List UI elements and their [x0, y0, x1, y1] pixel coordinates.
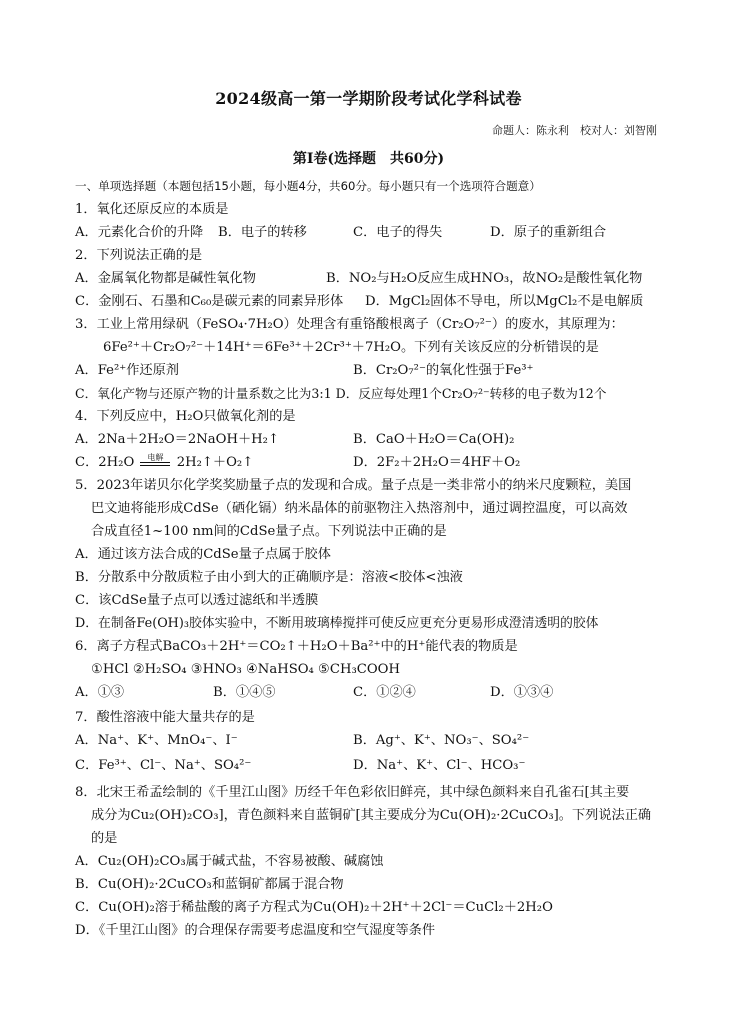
q3-option-cd: C．氧化产物与还原产物的计量系数之比为3:1 D．反应每处理1个Cr₂O₇²⁻转移的电子数为12个 [75, 386, 607, 401]
q2-option-b: B．NO₂与H₂O反应生成HNO₃，故NO₂是酸性氧化物 [326, 271, 643, 286]
q4-option-d: D．2F₂＋2H₂O＝4HF＋O₂ [353, 455, 521, 470]
q8-stem-line2: 成分为Cu₂(OH)₂CO₃]，青色颜料来自蓝铜矿[其主要成分为Cu(OH)₂·2CuCO₃]。下列说法正确 [91, 808, 652, 823]
q3-equation: 6Fe²⁺＋Cr₂O₇²⁻＋14H⁺＝6Fe³⁺＋2Cr³⁺＋7H₂O。下列有关该反应的分析错误的是 [103, 340, 599, 355]
q6-item-2: H₂SO₄ [144, 662, 187, 677]
electrolysis-arrow-icon [138, 454, 172, 466]
part-title [0, 148, 737, 168]
q6-item-5-number: ⑤ [318, 662, 330, 677]
q4-option-a: A．2Na＋2H₂O＝2NaOH＋H₂↑ [75, 432, 279, 447]
q4-c-right: 2H₂↑＋O₂↑ [176, 455, 254, 470]
q6-option-a: A．①③ [75, 685, 125, 700]
q4-stem: 4．下列反应中，H₂O只做氧化剂的是 [75, 409, 296, 424]
q5-stem-line2: 巴文迪将能形成CdSe（硒化镉）纳米晶体的前驱物注入热溶剂中，通过调控温度，可以高效 [91, 501, 628, 516]
q6-item-1: HCl [102, 662, 129, 677]
q6-item-2-number: ② [132, 662, 145, 677]
q2-option-a: A．金属氧化物都是碱性氧化物 [75, 271, 256, 286]
q4-c-condition: 电解 [147, 453, 164, 462]
q7-option-b: B．Ag⁺、K⁺、NO₃⁻、SO₄²⁻ [353, 733, 530, 748]
q6-item-3: HNO₃ [202, 662, 242, 677]
q6-option-c: C．①②④ [353, 685, 416, 700]
q8-option-a: A．Cu₂(OH)₂CO₃属于碱式盐，不容易被酸、碱腐蚀 [75, 854, 384, 869]
q7-option-d: D．Na⁺、K⁺、Cl⁻、HCO₃⁻ [353, 758, 526, 773]
q1-option-b: B．电子的转移 [218, 225, 307, 240]
q5-option-b: B．分散系中分散质粒子由小到大的正确顺序是：溶液<胶体<浊液 [75, 570, 463, 585]
q7-option-a: A．Na⁺、K⁺、MnO₄⁻、I⁻ [75, 733, 238, 748]
q1-option-c: C．电子的得失 [353, 225, 443, 240]
q5-option-c: C．该CdSe量子点可以透过滤纸和半透膜 [75, 593, 319, 608]
q6-stem: 6．离子方程式BaCO₃＋2H⁺＝CO₂↑＋H₂O＋Ba²⁺中的H⁺能代表的物质是 [75, 639, 518, 654]
q8-option-b: B．Cu(OH)₂·2CuCO₃和蓝铜矿都属于混合物 [75, 877, 344, 892]
q8-stem-line3: 的是 [91, 831, 118, 846]
q2-option-d: D．MgCl₂固体不导电，所以MgCl₂不是电解质 [365, 294, 644, 309]
q3-option-b: B．Cr₂O₇²⁻的氧化性强于Fe³⁺ [353, 363, 534, 378]
q6-items [91, 660, 400, 680]
q6-item-4-number: ④ [245, 662, 258, 677]
q1-stem: 1．氧化还原反应的本质是 [75, 202, 229, 217]
q3-option-a: A．Fe²⁺作还原剂 [75, 363, 179, 378]
q5-option-a: A．通过该方法合成的CdSe量子点属于胶体 [75, 547, 331, 562]
q6-item-3-number: ③ [190, 662, 203, 677]
q8-option-d: D．《千里江山图》的合理保存需要考虑温度和空气湿度等条件 [75, 923, 436, 938]
q5-option-d: D．在制备Fe(OH)₃胶体实验中，不断用玻璃棒搅拌可使反应更充分更易形成澄清透明的胶体 [75, 616, 599, 631]
q6-item-1-number: ① [91, 662, 103, 677]
q4-option-b: B．CaO＋H₂O＝Ca(OH)₂ [353, 432, 515, 447]
q1-option-d: D．原子的重新组合 [490, 225, 607, 240]
q4-c-left: C．2H₂O [75, 455, 135, 470]
q6-item-5: CH₃COOH [329, 662, 400, 677]
q6-item-4: NaHSO₄ [257, 662, 314, 677]
q4-option-c [75, 453, 253, 473]
q7-stem: 7．酸性溶液中能大量共存的是 [75, 710, 255, 725]
q6-option-b: B．①④⑤ [213, 685, 276, 700]
q1-option-a: A．元素化合价的升降 [75, 225, 204, 240]
q2-stem: 2．下列说法正确的是 [75, 248, 203, 263]
q8-stem-line1: 8．北宋王希孟绘制的《千里江山图》历经千年色彩依旧鲜亮，其中绿色颜料来自孔雀石[其主要 [75, 785, 630, 800]
q5-stem-line1: 5．2023年诺贝尔化学奖奖励量子点的发现和合成。量子点是一类非常小的纳米尺度颗粒，美国 [75, 478, 632, 493]
q3-stem: 3．工业上常用绿矾（FeSO₄·7H₂O）处理含有重铬酸根离子（Cr₂O₇²⁻）的废水，其原理为： [75, 317, 624, 332]
q2-option-c: C．金刚石、石墨和C₆₀是碳元素的同素异形体 [75, 294, 344, 309]
q8-option-c: C．Cu(OH)₂溶于稀盐酸的离子方程式为Cu(OH)₂＋2H⁺＋2Cl⁻＝CuCl₂＋2H₂O [75, 900, 553, 915]
authors-line: 命题人：陈永利 校对人：刘智刚 [492, 124, 657, 137]
part-title-text: 第Ⅰ卷(选择题 共60分) [292, 151, 445, 167]
section-heading: 一、单项选择题（本题包括15小题，每小题4分，共60分。每小题只有一个选项符合题意） [75, 179, 541, 193]
q6-option-d: D．①③④ [490, 685, 554, 700]
exam-title: 2024级高一第一学期阶段考试化学科试卷 [215, 89, 522, 108]
q5-stem-line3: 合成直径1~100 nm间的CdSe量子点。下列说法中正确的是 [91, 524, 447, 539]
q7-option-c: C．Fe³⁺、Cl⁻、Na⁺、SO₄²⁻ [75, 758, 252, 773]
